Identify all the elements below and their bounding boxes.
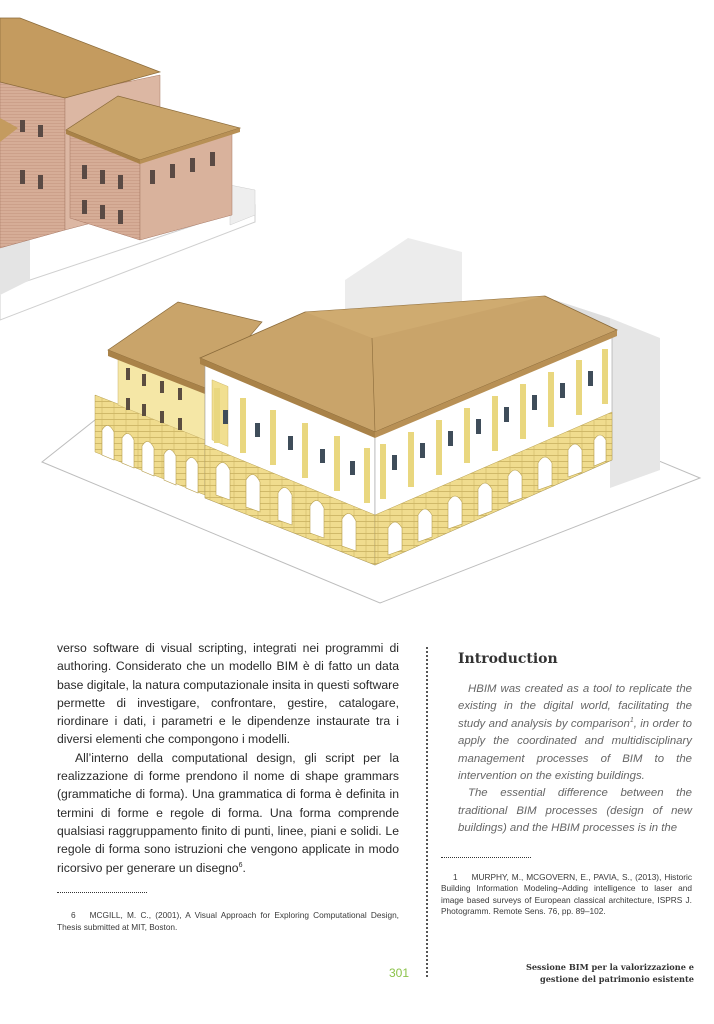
left-footnote-number: 6 <box>71 910 76 920</box>
right-footnote-number: 1 <box>453 872 458 882</box>
right-paragraph-1-text-a: HBIM was created as a tool to replicate the existing in the digital world, facilitating the study and analysis by comparison <box>458 683 692 730</box>
running-footer-line-1: Sessione BIM per la valorizzazione e <box>525 962 694 972</box>
running-footer <box>526 962 694 985</box>
left-column <box>57 639 399 877</box>
running-footer-line-2: gestione del patrimonio esistente <box>539 973 694 984</box>
left-footnote-text: MCGILL, M. C., (2001), A Visual Approach for Exploring Computational Design, Thesis submitted at MIT, Boston. <box>57 910 399 933</box>
main-building <box>42 238 700 603</box>
left-paragraph-2: All’interno della computational design, gli script per la realizzazione di forme prendono il nome di shape grammars (grammatiche di forma). Una grammatica di forma è definita in termini di forme e regole di forma. Una forma comprende qualsiasi raggruppamento finito di punti, linee, piani e solidi. Le regole di forma sono istruzioni che vengono applicate in modo ricorsivo per generare un disegno$^6$. <box>57 750 399 875</box>
page-number: 301 <box>389 966 410 980</box>
upper-building <box>0 18 255 320</box>
footnote-ref-1[interactable]: 1 <box>629 717 634 725</box>
right-paragraph-1-text-b: , in order to apply the coordinated and multidisciplinary management processes of BIM to the intervention on the existing buildings. <box>458 717 692 783</box>
left-paragraph-2-text: All’interno della computational design, gli script per la realizzazione di forme prendono il nome di shape grammars (grammatiche di forma). Una grammatica di forma è definita in termini di forme e regole di forma. Una forma comprende qualsiasi raggruppamento finito di punti, linee, piani e solidi. Le regole di forma sono istruzioni che vengono applicate in modo ricorsivo per generare un disegno <box>57 750 399 875</box>
right-footnote-text: MURPHY, M., MCGOVERN, E., PAVIA, S., (2013), Historic Building Information Modeling–Adding intelligence to laser and image based surveys of European classical architecture, ISPRS J. Photogramm. Remote Sens. 76, pp. 89–102. <box>441 872 692 917</box>
left-footnote-rule <box>57 892 147 893</box>
right-paragraph-1 <box>458 681 692 785</box>
column-divider <box>426 647 428 977</box>
right-column <box>458 681 692 838</box>
right-footnote <box>441 872 692 918</box>
left-paragraph-1: verso software di visual scripting, integrati nei programmi di authoring. Considerato che un modello BIM è di fatto un data base digitale, la natura computazionale insita in questi software permette di investigare, confrontare, gestire, catalogare, riordinare i dati, i parametri e le dipendenze instaurate tra i diversi elementi che compongono i modelli. <box>57 641 399 747</box>
left-footnote <box>57 909 399 933</box>
footnote-ref-6[interactable]: 6 <box>238 861 243 869</box>
right-paragraph-2: The essential difference between the traditional BIM processes (design of new buildings) and the HBIM processes is in the <box>458 787 692 835</box>
section-heading: Introduction <box>458 651 558 667</box>
right-footnote-rule <box>441 857 531 858</box>
